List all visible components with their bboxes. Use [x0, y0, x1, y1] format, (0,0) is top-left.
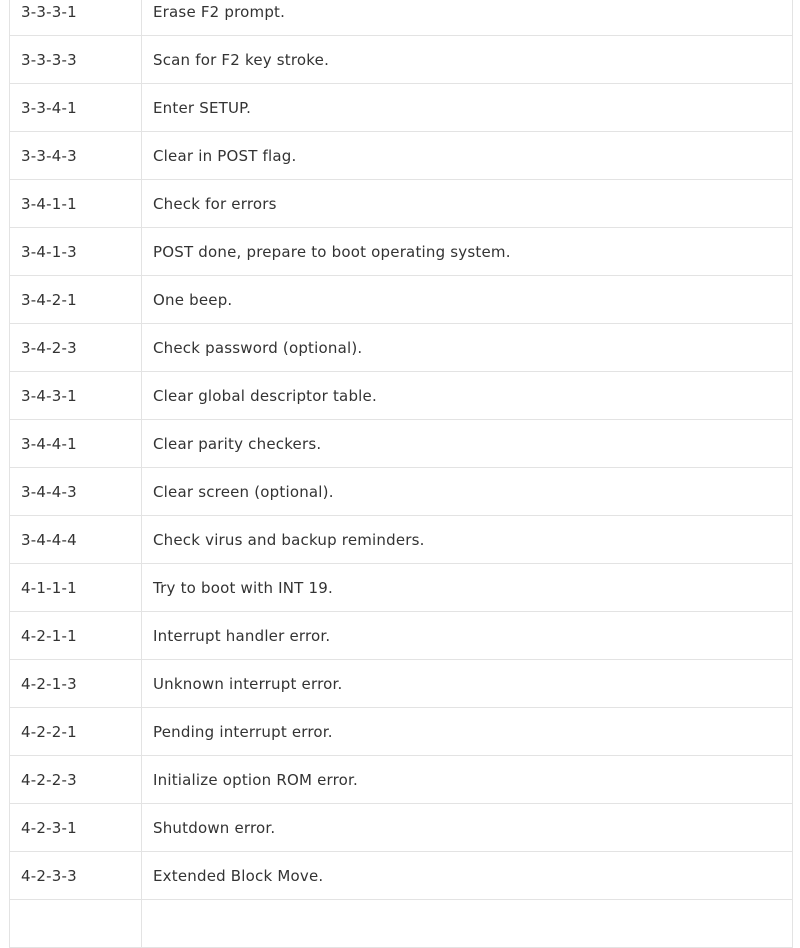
beep-code-cell: 3-4-4-1 [10, 420, 142, 468]
beep-code-cell: 3-4-1-3 [10, 228, 142, 276]
beep-code-cell: 3-3-4-3 [10, 132, 142, 180]
table-row [10, 900, 793, 948]
table-row [10, 84, 793, 132]
beep-code-cell [10, 900, 142, 948]
beep-code-cell: 4-1-1-1 [10, 564, 142, 612]
beep-code-cell: 3-4-2-1 [10, 276, 142, 324]
beep-code-cell: 3-3-4-1 [10, 84, 142, 132]
table-row [10, 372, 793, 420]
description-cell: Enter SETUP. [142, 84, 793, 132]
table-row [10, 228, 793, 276]
beep-code-cell: 4-2-1-3 [10, 660, 142, 708]
description-cell: Try to boot with INT 19. [142, 564, 793, 612]
description-cell: Initialize option ROM error. [142, 756, 793, 804]
table-row [10, 660, 793, 708]
beep-code-cell: 4-2-2-1 [10, 708, 142, 756]
description-cell: Shutdown error. [142, 804, 793, 852]
table-row [10, 756, 793, 804]
description-cell: Check virus and backup reminders. [142, 516, 793, 564]
description-cell: Extended Block Move. [142, 852, 793, 900]
description-cell [142, 900, 793, 948]
table-row [10, 0, 793, 36]
table-row [10, 468, 793, 516]
description-cell: Check for errors [142, 180, 793, 228]
description-cell: One beep. [142, 276, 793, 324]
table-row [10, 804, 793, 852]
table-row [10, 612, 793, 660]
beep-code-cell: 4-2-1-1 [10, 612, 142, 660]
beep-code-cell: 3-4-1-1 [10, 180, 142, 228]
description-cell: Pending interrupt error. [142, 708, 793, 756]
beep-code-table-container [9, 0, 792, 948]
table-row [10, 36, 793, 84]
beep-code-cell: 3-3-3-3 [10, 36, 142, 84]
description-cell: Clear global descriptor table. [142, 372, 793, 420]
table-row [10, 276, 793, 324]
beep-code-table [9, 0, 793, 948]
table-row [10, 420, 793, 468]
table-row [10, 852, 793, 900]
description-cell: POST done, prepare to boot operating system. [142, 228, 793, 276]
description-cell: Clear parity checkers. [142, 420, 793, 468]
table-row [10, 180, 793, 228]
table-row [10, 516, 793, 564]
beep-code-cell: 3-4-3-1 [10, 372, 142, 420]
beep-code-cell: 4-2-3-3 [10, 852, 142, 900]
beep-code-cell: 3-4-2-3 [10, 324, 142, 372]
table-body [10, 0, 793, 948]
table-row [10, 564, 793, 612]
table-row [10, 708, 793, 756]
description-cell: Clear screen (optional). [142, 468, 793, 516]
beep-code-cell: 4-2-3-1 [10, 804, 142, 852]
beep-code-cell: 3-3-3-1 [10, 0, 142, 36]
table-row [10, 324, 793, 372]
description-cell: Unknown interrupt error. [142, 660, 793, 708]
beep-code-cell: 3-4-4-4 [10, 516, 142, 564]
description-cell: Check password (optional). [142, 324, 793, 372]
description-cell: Interrupt handler error. [142, 612, 793, 660]
description-cell: Scan for F2 key stroke. [142, 36, 793, 84]
description-cell: Clear in POST flag. [142, 132, 793, 180]
table-row [10, 132, 793, 180]
description-cell: Erase F2 prompt. [142, 0, 793, 36]
beep-code-cell: 3-4-4-3 [10, 468, 142, 516]
beep-code-cell: 4-2-2-3 [10, 756, 142, 804]
